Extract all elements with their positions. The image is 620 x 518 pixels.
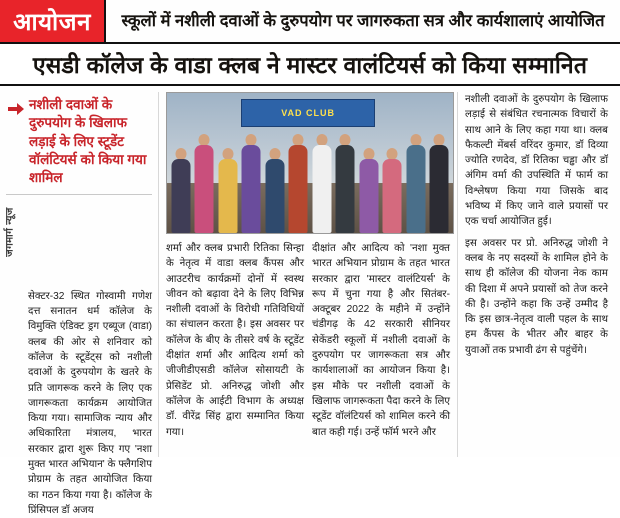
right-text-paragraph-2: इस अवसर पर प्रो. अनिरुद्ध जोशी ने क्लब के नए सदस्यों के शामिल होने के साथ ही कॉलेज की योजना नेक काम की दिशा में अपने प्रयासों को तेज करने की है। उन्होंने कहा कि उन्हें उम्मीद है कि इस छात्र-नेतृत्व वाली पहल के साथ हम कैंपस के भीतर और बाहर के युवाओं तक प्रभावी ढंग से पहुंचेंगे। <box>465 237 608 356</box>
person <box>428 134 450 233</box>
person <box>311 134 333 233</box>
left-column-text: सेक्टर-32 स्थित गोस्वामी गणेश दत्त सनातन धर्म कॉलेज के विमुक्ति एंडिक्ट ड्रग एब्यूज (वाडा) क्लब की ओर से शनिवार को कॉलेज के स्टूडेंट्स को नशीली दवाओं के दुरुपयोग के खतरे के प्रति जागरूक करने के लिए एक जागरूकता कार्यक्रम आयोजित किया गया। सामाजिक न्याय और अधिकारिता मंत्रालय, भारत सरकार द्वारा शुरू किए गए 'नशा मुक्त भारत अभियान' के फ्लैगशिप प्रोग्राम के तहत आयोजित किया का गठन किया गया है। कॉलेज के प्रिंसिपल डॉ अजय <box>28 290 152 516</box>
right-text-paragraph-1: नशीली दवाओं के दुरुपयोग के खिलाफ लड़ाई से संबंधित रचनात्मक विचारों के साथ आने के लिए कहा गया था। क्लब फैकल्टी मेंबर्स वरिंदर कुमार, डॉ दिव्या ज्योति रणदेव, डॉ रितिका चड्ढा और डॉ अंगिम वर्मा की उपस्थिति में फार्म का विश्लेषण किया गया जिसके बाद भविष्य में किए जाने वाले प्रयासों पर एक चर्चा आयोजित हुई। <box>465 94 608 228</box>
main-headline-banner <box>0 44 620 86</box>
person <box>287 134 309 233</box>
event-photo <box>166 92 454 234</box>
person <box>381 148 403 233</box>
byline: जगमार्ग न्यूज <box>4 207 16 257</box>
kicker-block <box>6 92 152 195</box>
photo-group-of-people <box>167 118 453 233</box>
article-body <box>0 86 620 516</box>
person <box>240 134 262 233</box>
photo-banner-text: VAD CLUB <box>241 99 375 127</box>
person <box>405 134 427 233</box>
middle-text-col-1: शर्मा और क्लब प्रभारी रितिका सिन्हा के नेतृत्व में वाडा क्लब कैंपस और आउटरीच कार्यक्रमों दोनों में स्वस्थ जीवन को बढ़ावा देने के लिए विभिन्न नशीली दवाओं के विरोधी गतिविधियों का संचालन करता है। इस अवसर पर कॉलेज के बीए के तीसरे वर्ष के स्टूडेंट दीक्षांत शर्मा और आदित्य शर्मा को जीजीडीएसडी कॉलेज सोसायटी के प्रेसिडेंट प्रो. अनिरुद्ध जोशी और कॉलेज के आईटी विभाग के अध्यक्ष डॉ. वीरेंद्र सिंह द्वारा सम्मानित किया गया। <box>166 243 304 438</box>
person <box>170 148 192 233</box>
person <box>264 148 286 233</box>
middle-column <box>158 92 458 457</box>
masthead-category-tag: आयोजन <box>0 0 106 42</box>
masthead <box>0 0 620 44</box>
main-headline: एसडी कॉलेज के वाडा क्लब ने मास्टर वालंटियर्स को किया सम्मानित <box>32 52 588 78</box>
person <box>217 148 239 233</box>
middle-text-col-2: दीक्षांत और आदित्य को 'नशा मुक्त भारत अभियान प्रोग्राम के तहत भारत सरकार द्वारा 'मास्टर वालंटियर्स' के रूप में चुना गया है और सितंबर-अक्टूबर 2022 के महीने में उन्होंने चंडीगढ़ के 42 सरकारी सीनियर सेकेंडरी स्कूलों में नशीली दवाओं के दुरुपयोग पर जागरूकता सत्र और कार्यशालाओं का आयोजन किया है। इस मौके पर नशीली दवाओं के खिलाफ जागरूकता पैदा करने के लिए स्टूडेंट वॉलंटियर्स को शामिल करने की बात कही गई। उन्हें फॉर्म भरने और <box>312 243 450 438</box>
byline-wrap <box>6 203 152 289</box>
person <box>358 148 380 233</box>
arrow-right-icon <box>8 102 24 120</box>
person <box>334 134 356 233</box>
left-column <box>4 92 158 516</box>
middle-column-text <box>166 241 450 446</box>
person <box>193 134 215 233</box>
kicker-text: नशीली दवाओं के दुरुपयोग के खिलाफ लड़ाई के लिए स्टूडेंट वॉलंटियर्स को किया गया शामिल <box>29 97 147 186</box>
right-column <box>458 92 608 457</box>
masthead-headline: स्कूलों में नशीली दवाओं के दुरुपयोग पर जागरुकता सत्र और कार्यशालाएं आयोजित <box>121 11 605 30</box>
